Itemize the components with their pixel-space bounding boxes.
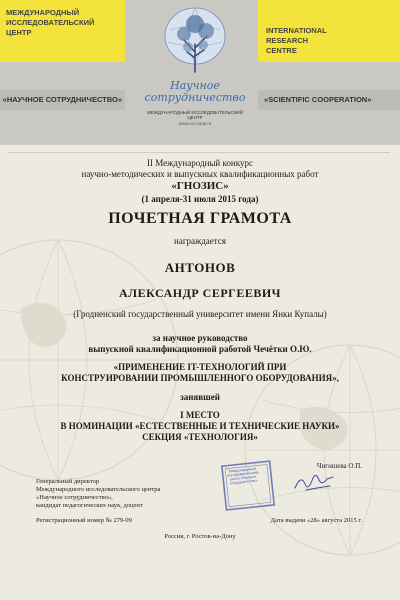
place: I МЕСТО (180, 410, 220, 420)
header-right-line: RESEARCH (266, 36, 309, 45)
header-left-line: ИССЛЕДОВАТЕЛЬСКИЙ (6, 18, 95, 27)
logo-url: www.sci-coop.ru (178, 121, 212, 126)
director-line: «Научное сотрудничество», (36, 494, 113, 501)
header-right-strip-text: «SCIENTIFIC COOPERATION» (264, 95, 372, 104)
logo-title-line: Научное (170, 79, 220, 92)
header-left-line: МЕЖДУНАРОДНЫЙ (6, 8, 80, 17)
registration-number: Регистрационный номер № 279-09 (36, 517, 132, 524)
director-line: Международного исследовательского центра (36, 486, 161, 493)
tree-globe-icon (140, 0, 250, 80)
header-right-strip (258, 90, 400, 110)
nomination: В НОМИНАЦИИ «ЕСТЕСТВЕННЫЕ И ТЕХНИЧЕСКИЕ НАУКИ» (60, 421, 340, 431)
recipient-surname: АНТОНОВ (164, 260, 236, 275)
logo (140, 0, 250, 140)
director-block (36, 478, 160, 510)
header-left-line: ЦЕНТР (6, 28, 32, 37)
logo-subtitle: МЕЖДУНАРОДНЫЙ ИССЛЕДОВАТЕЛЬСКИЙ ЦЕНТР (147, 110, 243, 120)
awarded-label: награждается (174, 236, 226, 246)
contest-line1: II Международный конкурс (147, 158, 253, 168)
city: Россия, г. Ростов-на-Дону (164, 533, 236, 540)
contest-dates: (1 апреля-31 июля 2015 года) (141, 194, 259, 204)
header-left-box (0, 0, 125, 62)
signatory-name: Чигишева О.П. (316, 462, 362, 470)
director-line: кандидат педагогических наук, доцент (36, 502, 143, 509)
contest-line2: научно-методических и выпускных квалификационных работ (81, 169, 319, 179)
reason-line2: выпускной квалификационной работой Чечётки О.Ю. (88, 344, 312, 354)
header-left-strip (0, 90, 125, 110)
issue-date: Дата выдачи «28» августа 2015 г. (270, 517, 362, 524)
work-title-line2: КОНСТРУИРОВАНИИ ПРОМЫШЛЕННОГО ОБОРУДОВАНИЯ», (61, 373, 339, 383)
header-right-box (258, 0, 400, 62)
stamp-text: Международный исследовательский центр «Научное сотрудничество» (226, 466, 259, 486)
section: СЕКЦИЯ «ТЕХНОЛОГИЯ» (142, 432, 258, 442)
reason-line1: за научное руководство (152, 333, 248, 343)
logo-title-line: сотрудничество (144, 91, 246, 104)
recipient-given-names: АЛЕКСАНДР СЕРГЕЕВИЧ (119, 286, 281, 300)
taken-label: занявшей (180, 392, 220, 402)
recipient-institution: (Гродненский государственный университет имени Янки Купалы) (73, 309, 327, 319)
header-right-line: INTERNATIONAL (266, 26, 327, 35)
contest-name: «ГНОЗИС» (171, 180, 229, 192)
work-title-line1: «ПРИМЕНЕНИЕ IT-ТЕХНОЛОГИЙ ПРИ (113, 362, 287, 372)
header-right-line: CENTRE (266, 46, 297, 55)
director-line: Генеральный директор (36, 478, 100, 485)
header-left-strip-text: «НАУЧНОЕ СОТРУДНИЧЕСТВО» (2, 95, 122, 104)
certificate-title: ПОЧЕТНАЯ ГРАМОТА (108, 210, 292, 227)
signature-icon (292, 470, 336, 496)
logo-title (140, 80, 250, 104)
